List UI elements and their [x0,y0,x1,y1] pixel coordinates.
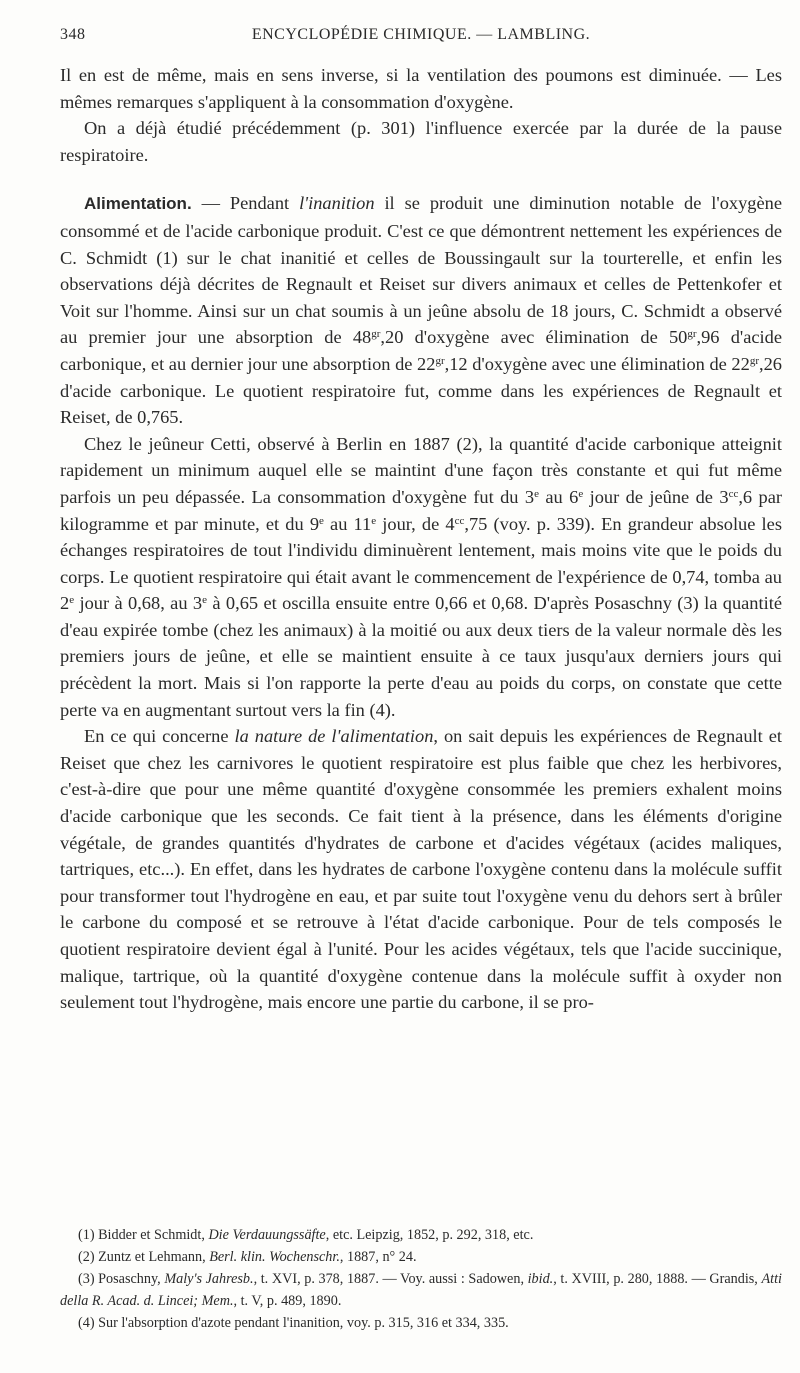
paragraph-1: Il en est de même, mais en sens inverse, si la ventilation des poumons est diminuée. — Les mêmes remarques s'appliquent à la consommation d'oxygène. [60,65,782,112]
italic-term: l'inanition [299,193,375,214]
paragraph-cetti: Chez le jeûneur Cetti, observé à Berlin en 1887 (2), la quantité d'acide carbonique atteignit rapidement un minimum auquel elle se maintint d'une façon très constante et qui fut même parfois un peu dépassée. La consommation d'oxygène fut du 3e au 6e jour de jeûne de $3^{cc},6$ par kilogramme et par minute, et du 9e au 11e jour, de $4^{cc},75$ (voy. p. 339). En grandeur absolue les échanges respiratoires de tout l'individu diminuèrent lentement, mais moins vite que le poids du corps. Le quotient respiratoire qui était avant le commencement de l'expérience de 0,74, tomba au 2e jour à 0,68, au 3e à 0,65 et oscilla ensuite entre 0,66 et 0,68. D'après Posaschny (3) la quantité d'eau expirée tombe (chez les animaux) à la moitié ou aux deux tiers de la valeur normale dès les premiers jours de jeûne, et elle se maintient ensuite à ce taux jusqu'aux derniers jours qui précèdent la mort. Mais si l'on rapporte la perte d'eau au poids du corps, on constate que cette perte va en augmentant surtout vers la fin (4). [60,433,783,720]
footnote-1: (1) Bidder et Schmidt, Die Verdauungssäfte, etc. Leipzig, 1852, p. 292, 318, etc. [78,1227,534,1243]
footnotes [60,1224,782,1334]
paragraph-nature-alimentation: En ce qui concerne la nature de l'alimentation, on sait depuis les expériences de Regnault et Reiset que chez les carnivores le quotient respiratoire est plus faible que chez les herbivores, c'est-à-dire que pour une même quantité d'oxygène consommée les premiers exhalent moins d'acide carbonique que les seconds. Ce fait tient à la présence, dans les éléments d'origine végétale, de grandes quantités d'hydrates de carbone et d'acides végétaux (acides maliques, tartriques, etc...). En effet, dans les hydrates de carbone l'oxygène contenu dans la molécule suffit pour transformer tout l'hydrogène en eau, et par suite tout l'oxygène venu du dehors sert à brûler le carbone du composé et se retrouve à l'état d'acide carbonique. Pour de tels composés le quotient respiratoire devient égal à l'unité. Pour les acides végétaux, tels que l'acide succinique, malique, tartrique, où la quantité d'oxygène contenue dans la molécule suffit à oxyder non seulement tout l'hydrogène, mais encore une partie du carbone, il se pro- [60,726,782,1013]
running-head: ENCYCLOPÉDIE CHIMIQUE. — LAMBLING. [251,26,591,43]
italic-term: la nature de l'alimentation [234,726,434,747]
page-number: 348 [60,26,86,43]
footnote-3: (3) Posaschny, Maly's Jahresb., t. XVI, p. 378, 1887. — Voy. aussi : Sadowen, ibid., t. XVIII, p. 280, 1888. — Grandis, Atti della R. Acad. d. Lincei; Mem., t. V, p. 489, 1890. [60,1271,782,1309]
paragraph-alimentation: Alimentation. — Pendant l'inanition il se produit une diminution notable de l'oxygène consommé et de l'acide carbonique produit. C'est ce que démontrent nettement les expériences de C. Schmidt (1) sur le chat inanitié et celles de Boussingault sur la tourterelle, et enfin les observations déjà décrites de Regnault et Reiset sur divers animaux et celles de Pettenkofer et Voit sur l'homme. Ainsi sur un chat soumis à un jeûne absolu de 18 jours, C. Schmidt a observé au premier jour une absorption de $48^{gr},20$ d'oxygène avec élimination de $50^{gr},96$ d'acide carbonique, et au dernier jour une absorption de $22^{gr},12$ d'oxygène avec une élimination de $22^{gr},26$ d'acide carbonique. Le quotient respiratoire fut, comme dans les expériences de Regnault et Reiset, de 0,765. [60,193,782,428]
footnote-4: (4) Sur l'absorption d'azote pendant l'inanition, voy. p. 315, 316 et 334, 335. [78,1315,509,1331]
body-text [60,62,782,1016]
page-header [60,26,782,54]
section-heading: Alimentation. [84,194,192,214]
footnote-2: (2) Zuntz et Lehmann, Berl. klin. Wochenschr., 1887, n° 24. [78,1249,417,1265]
paragraph-2: On a déjà étudié précédemment (p. 301) l'influence exercée par la durée de la pause respiratoire. [60,118,782,165]
